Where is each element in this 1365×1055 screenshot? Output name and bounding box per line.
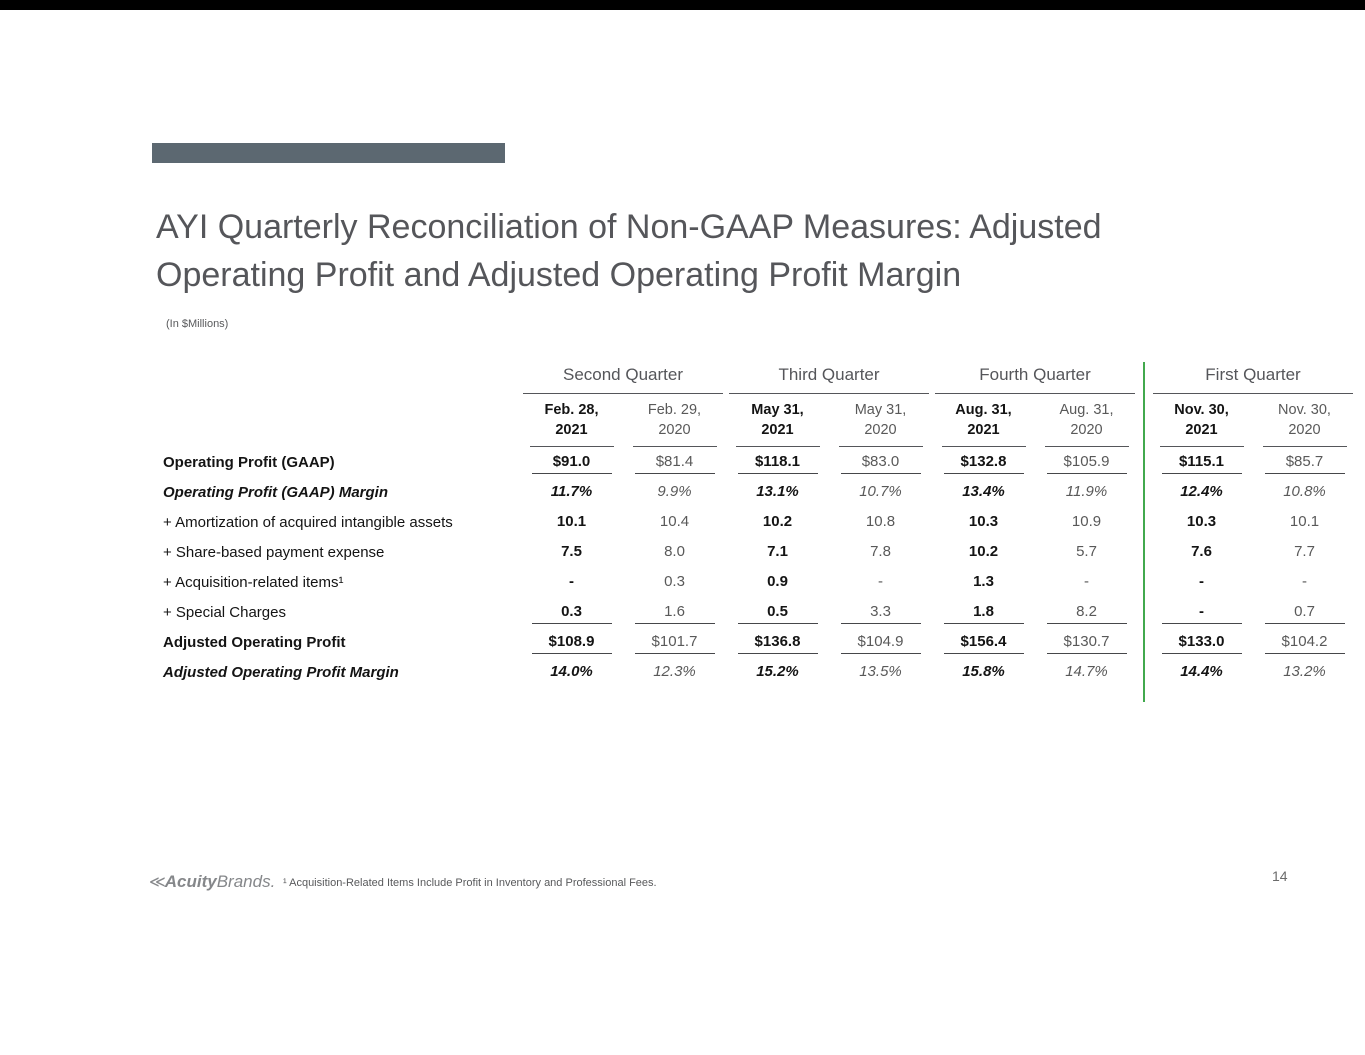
column-header-may-2021: May 31, 2021	[726, 394, 829, 447]
value: 7.6	[1191, 543, 1212, 560]
value-cell	[829, 657, 932, 687]
value: $85.7	[1265, 451, 1345, 474]
row-label: Operating Profit (GAAP) Margin	[163, 483, 388, 501]
value-cell	[1035, 477, 1138, 507]
value-cell	[726, 627, 829, 657]
quarter-group-third	[726, 358, 932, 394]
value-cell	[726, 657, 829, 687]
value-cell	[829, 597, 932, 627]
quarter-group-label: Third Quarter	[729, 365, 929, 394]
value-cell	[1150, 567, 1253, 597]
value-cell	[520, 537, 623, 567]
value-cell	[829, 507, 932, 537]
value: 0.7	[1265, 601, 1345, 624]
slide-title-line1: AYI Quarterly Reconciliation of Non-GAAP Measures: Adjusted	[156, 208, 1102, 246]
value-cell	[623, 477, 726, 507]
value-cell	[1035, 567, 1138, 597]
value: 0.9	[767, 573, 788, 590]
row-label: + Acquisition-related items¹	[163, 573, 344, 591]
row-label: Operating Profit (GAAP)	[163, 453, 335, 471]
value-cell	[623, 627, 726, 657]
value: 10.8%	[1283, 483, 1326, 500]
value-cell	[932, 507, 1035, 537]
value-cell	[1253, 627, 1356, 657]
value-cell	[520, 657, 623, 687]
quarter-group-second	[520, 358, 726, 394]
value-cell	[1150, 537, 1253, 567]
value-cell	[1253, 477, 1356, 507]
value: 7.5	[561, 543, 582, 560]
value: 12.4%	[1180, 483, 1223, 500]
value: 1.3	[973, 573, 994, 590]
accent-bar	[152, 143, 505, 163]
value: $104.2	[1265, 631, 1345, 654]
value: 10.8	[865, 513, 896, 530]
quarter-group-fourth	[932, 358, 1138, 394]
value: 10.1	[1289, 513, 1320, 530]
quarter-group-label: Fourth Quarter	[935, 365, 1135, 394]
value-cell	[932, 627, 1035, 657]
value: 14.4%	[1180, 663, 1223, 680]
table-row-adjusted-operating-profit	[163, 627, 1356, 657]
value: -	[1199, 573, 1204, 590]
value-cell	[932, 657, 1035, 687]
value-cell	[1253, 567, 1356, 597]
value: 10.2	[762, 513, 793, 530]
table-row-share-based	[163, 537, 1356, 567]
value: 10.3	[1186, 513, 1217, 530]
row-label: Adjusted Operating Profit	[163, 633, 346, 651]
value-cell	[1035, 597, 1138, 627]
value: $83.0	[841, 451, 921, 474]
value: $130.7	[1047, 631, 1127, 654]
value-cell	[1253, 597, 1356, 627]
empty-corner-cell	[163, 394, 520, 447]
value: $115.1	[1162, 451, 1242, 474]
value: 15.2%	[756, 663, 799, 680]
quarter-group-first	[1150, 358, 1356, 394]
value: 0.3	[532, 601, 612, 624]
value-cell	[1253, 657, 1356, 687]
column-header-feb-2020: Feb. 29, 2020	[623, 394, 726, 447]
page-number: 14	[1272, 868, 1288, 884]
value-cell	[520, 627, 623, 657]
value: -	[1084, 573, 1089, 590]
value: 13.4%	[962, 483, 1005, 500]
column-header-aug-2021: Aug. 31, 2021	[932, 394, 1035, 447]
value: 15.8%	[962, 663, 1005, 680]
quarter-header-row	[163, 358, 1356, 394]
value-cell	[932, 537, 1035, 567]
value: 7.1	[767, 543, 788, 560]
value: 7.7	[1294, 543, 1315, 560]
table-row-amortization	[163, 507, 1356, 537]
value: $101.7	[635, 631, 715, 654]
row-label: Adjusted Operating Profit Margin	[163, 663, 399, 681]
quarter-divider-line	[1143, 362, 1145, 702]
value-cell	[1253, 447, 1356, 477]
value-cell	[1150, 627, 1253, 657]
value: $108.9	[532, 631, 612, 654]
value: $156.4	[944, 631, 1024, 654]
value: 5.7	[1076, 543, 1097, 560]
value-cell	[1150, 477, 1253, 507]
value: 14.0%	[550, 663, 593, 680]
value: $104.9	[841, 631, 921, 654]
table-row-operating-profit-margin	[163, 477, 1356, 507]
column-header-may-2020: May 31, 2020	[829, 394, 932, 447]
row-label: + Special Charges	[163, 603, 286, 621]
value: 13.5%	[859, 663, 902, 680]
value-cell	[520, 597, 623, 627]
value-cell	[1150, 507, 1253, 537]
value: 10.4	[659, 513, 690, 530]
value: 10.7%	[859, 483, 902, 500]
value: 11.9%	[1065, 483, 1108, 500]
value: $132.8	[944, 451, 1024, 474]
value: $136.8	[738, 631, 818, 654]
value-cell	[1035, 507, 1138, 537]
column-header-aug-2020: Aug. 31, 2020	[1035, 394, 1138, 447]
value: -	[569, 573, 574, 590]
value: 10.3	[968, 513, 999, 530]
value-cell	[1035, 447, 1138, 477]
value: -	[1162, 601, 1242, 624]
value: $91.0	[532, 451, 612, 474]
slide-title	[156, 203, 1102, 299]
value-cell	[1035, 627, 1138, 657]
value-cell	[623, 567, 726, 597]
value-cell	[520, 477, 623, 507]
value-cell	[726, 537, 829, 567]
value: $105.9	[1047, 451, 1127, 474]
footnote: ¹ Acquisition-Related Items Include Profit in Inventory and Professional Fees.	[283, 877, 657, 889]
value: 13.1%	[756, 483, 799, 500]
value: 12.3%	[653, 663, 696, 680]
acuity-logo-icon: ≪	[149, 874, 163, 891]
table-row-adjusted-operating-profit-margin	[163, 657, 1356, 687]
row-label: + Amortization of acquired intangible assets	[163, 513, 453, 531]
column-header-feb-2021: Feb. 28, 2021	[520, 394, 623, 447]
value: 10.9	[1071, 513, 1102, 530]
value: 11.7%	[550, 483, 593, 500]
value-cell	[932, 447, 1035, 477]
value-cell	[726, 597, 829, 627]
value-cell	[1150, 657, 1253, 687]
value: 3.3	[841, 601, 921, 624]
slide-title-line2: Operating Profit and Adjusted Operating Profit Margin	[156, 256, 962, 294]
value: 1.6	[635, 601, 715, 624]
table-row-operating-profit	[163, 447, 1356, 477]
value-cell	[726, 447, 829, 477]
value-cell	[520, 567, 623, 597]
value-cell	[520, 447, 623, 477]
value: 0.5	[738, 601, 818, 624]
value-cell	[1150, 597, 1253, 627]
reconciliation-table	[163, 358, 1356, 687]
value-cell	[1253, 537, 1356, 567]
value: 8.0	[664, 543, 685, 560]
value-cell	[829, 477, 932, 507]
table-row-special-charges	[163, 597, 1356, 627]
value: 10.2	[968, 543, 999, 560]
value: -	[1302, 573, 1307, 590]
value-cell	[1035, 657, 1138, 687]
value-cell	[1253, 507, 1356, 537]
value-cell	[1035, 537, 1138, 567]
value-cell	[829, 447, 932, 477]
value-cell	[623, 537, 726, 567]
column-header-nov-2021: Nov. 30, 2021	[1150, 394, 1253, 447]
quarter-group-label: First Quarter	[1153, 365, 1353, 394]
value-cell	[932, 597, 1035, 627]
value-cell	[1150, 447, 1253, 477]
value-cell	[829, 627, 932, 657]
column-header-nov-2020: Nov. 30, 2020	[1253, 394, 1356, 447]
top-black-bar	[0, 0, 1365, 10]
table-row-acquisition-related	[163, 567, 1356, 597]
value-cell	[829, 537, 932, 567]
value-cell	[932, 477, 1035, 507]
value: 13.2%	[1283, 663, 1326, 680]
value: -	[878, 573, 883, 590]
row-label: + Share-based payment expense	[163, 543, 385, 561]
quarter-group-label: Second Quarter	[523, 365, 723, 394]
value-cell	[932, 567, 1035, 597]
value-cell	[623, 657, 726, 687]
acuity-brands-logo	[149, 872, 275, 892]
logo-text-acuity: Acuity	[164, 872, 217, 891]
value: $133.0	[1162, 631, 1242, 654]
value-cell	[520, 507, 623, 537]
logo-text-brands: Brands.	[216, 872, 276, 891]
value-cell	[726, 567, 829, 597]
value: 10.1	[556, 513, 587, 530]
value: 8.2	[1047, 601, 1127, 624]
value: 0.3	[664, 573, 685, 590]
value-cell	[829, 567, 932, 597]
units-note: (In $Millions)	[166, 318, 229, 330]
value-cell	[726, 507, 829, 537]
value-cell	[623, 507, 726, 537]
value: 14.7%	[1065, 663, 1108, 680]
value: 1.8	[944, 601, 1024, 624]
value-cell	[623, 447, 726, 477]
empty-corner-cell	[163, 358, 520, 394]
value: 7.8	[870, 543, 891, 560]
value: $118.1	[738, 451, 818, 474]
value-cell	[726, 477, 829, 507]
value: $81.4	[635, 451, 715, 474]
value-cell	[623, 597, 726, 627]
date-header-row	[163, 394, 1356, 447]
value: 9.9%	[657, 483, 692, 500]
